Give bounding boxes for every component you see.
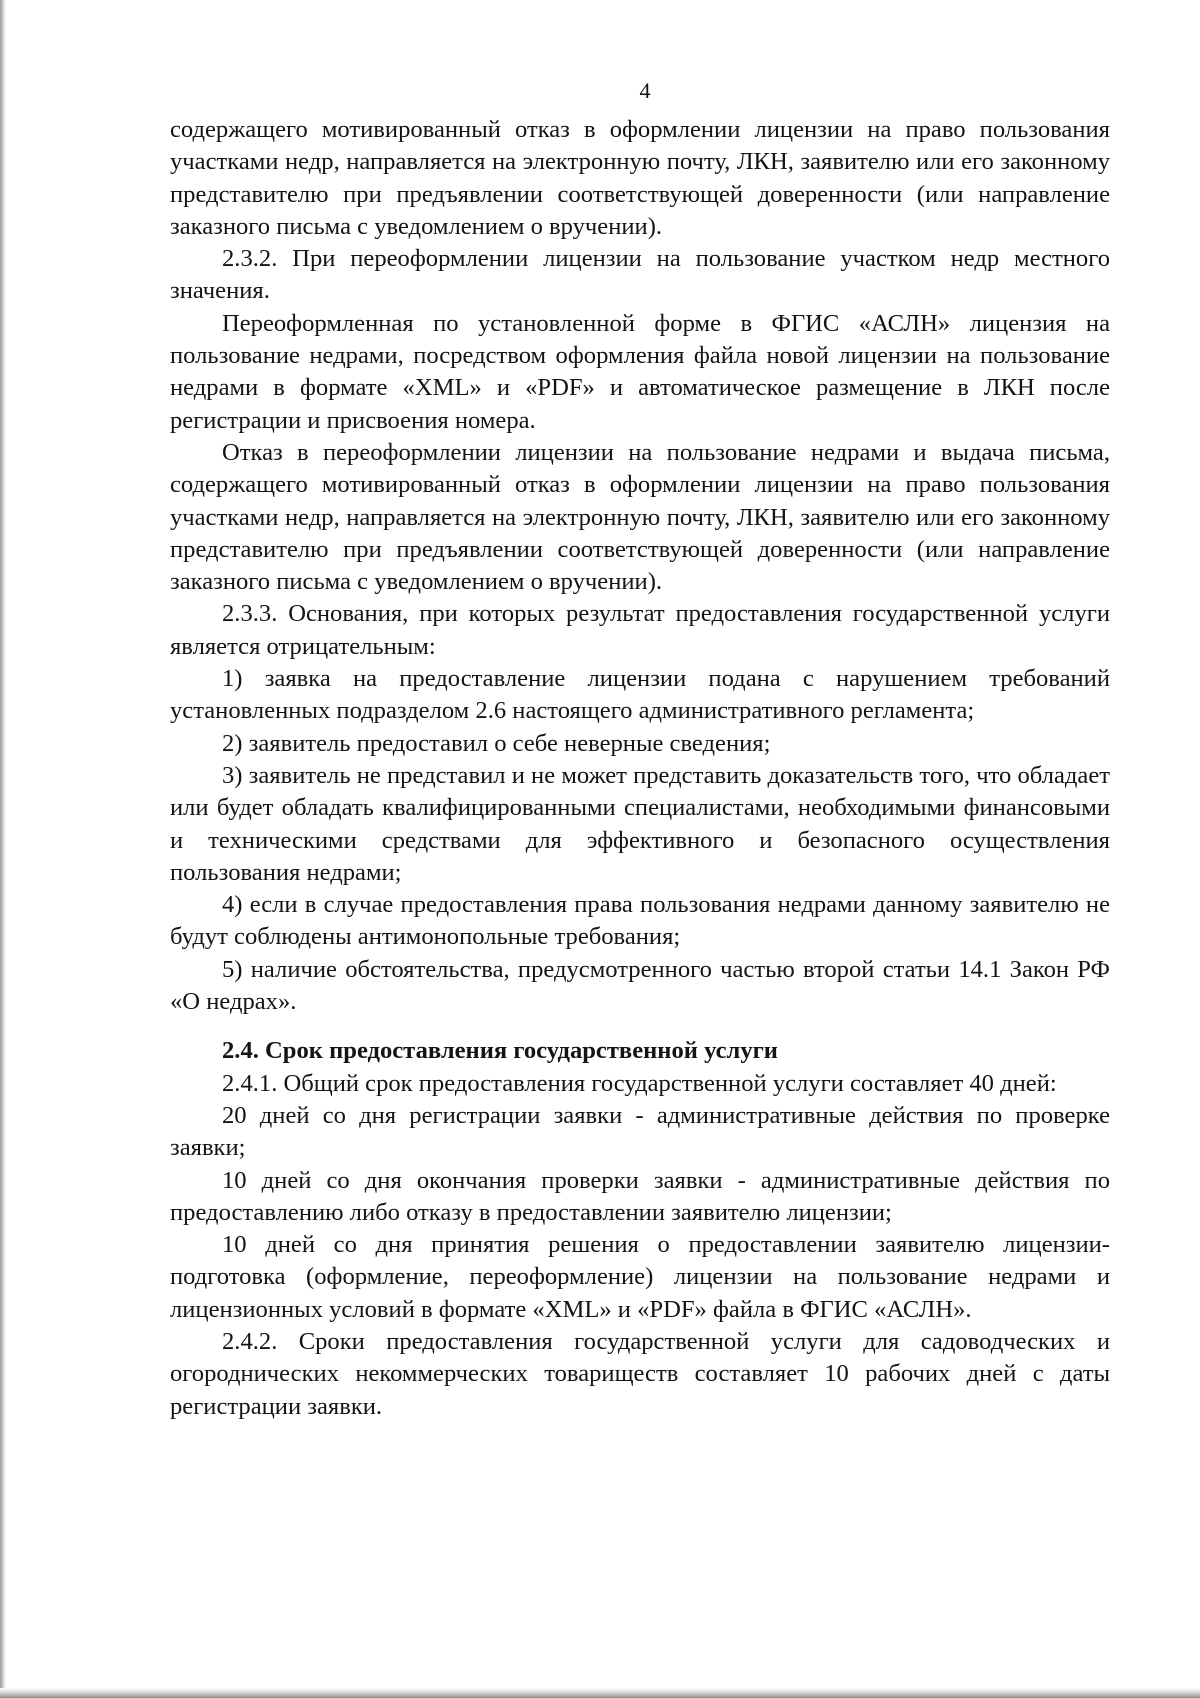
list-item: 4) если в случае предоставления права пользования недрами данному заявителю не будут соблюдены антимонопольные требования; <box>170 891 1110 951</box>
list-item: 3) заявитель не представил и не может представить доказательств того, что обладает или будет обладать квалифицированными специалистами, необходимыми финансовыми и техническими средствами для эффективного и безопасного осуществления пользования недрами; <box>170 761 1110 886</box>
paragraph: 2.4.2. Сроки предоставления государственной услуги для садоводческих и огороднических некоммерческих товариществ составляет 10 рабочих дней с даты регистрации заявки. <box>170 1327 1110 1420</box>
paragraph: 2.3.3. Основания, при которых результат предоставления государственной услуги является отрицательным: <box>170 600 1110 660</box>
paragraph: содержащего мотивированный отказ в оформлении лицензии на право пользования участками недр, направляется на электронную почту, ЛКН, заявителю или его законному представителю при предъявлении соответствующей доверенности (или направление заказного письма с уведомлением о вручении). <box>170 116 1110 240</box>
section-heading: 2.4. Срок предоставления государственной услуги <box>222 1037 778 1065</box>
paragraph: 20 дней со дня регистрации заявки - административные действия по проверке заявки; <box>170 1101 1110 1162</box>
paragraph: Переоформленная по установленной форме в ФГИС «АСЛН» лицензия на пользование недрами, посредством оформления файла новой лицензии на пользование недрами в формате «XML» и «PDF» и автоматическое размещение в ЛКН после регистрации и присвоения номера. <box>170 309 1110 434</box>
page-number: 4 <box>639 78 651 103</box>
paragraph: Отказ в переоформлении лицензии на пользование недрами и выдача письма, содержащего мотивированный отказ в оформлении лицензии на право пользования участками недр, направляется на электронную почту, ЛКН, заявителю или его законному представителю при предъявлении соответствующей доверенности (или направление заказного письма с уведомлением о вручении). <box>170 438 1110 596</box>
list-item: 2) заявитель предоставил о себе неверные сведения; <box>222 729 771 757</box>
paragraph: 10 дней со дня принятия решения о предоставлении заявителю лицензии-подготовка (оформление, переоформление) лицензии на пользование недрами и лицензионных условий в формате «XML» и «PDF» файла в ФГИС «АСЛН». <box>170 1231 1110 1323</box>
list-item: 1) заявка на предоставление лицензии подана с нарушением требований установленных подразделом 2.6 настоящего административного регламента; <box>170 665 1110 725</box>
scan-edge-left <box>0 0 6 1698</box>
paragraph: 10 дней со дня окончания проверки заявки - административные действия по предоставлению либо отказу в предоставлении заявителю лицензии; <box>170 1166 1110 1226</box>
paragraph: 2.3.2. При переоформлении лицензии на пользование участком недр местного значения. <box>170 245 1110 305</box>
document-body <box>170 114 1110 1423</box>
list-item: 5) наличие обстоятельства, предусмотренного частью второй статьи 14.1 Закон РФ «О недрах». <box>170 955 1110 1016</box>
scan-edge-bottom <box>0 1688 1200 1698</box>
paragraph: 2.4.1. Общий срок предоставления государственной услуги составляет 40 дней: <box>222 1069 1057 1097</box>
